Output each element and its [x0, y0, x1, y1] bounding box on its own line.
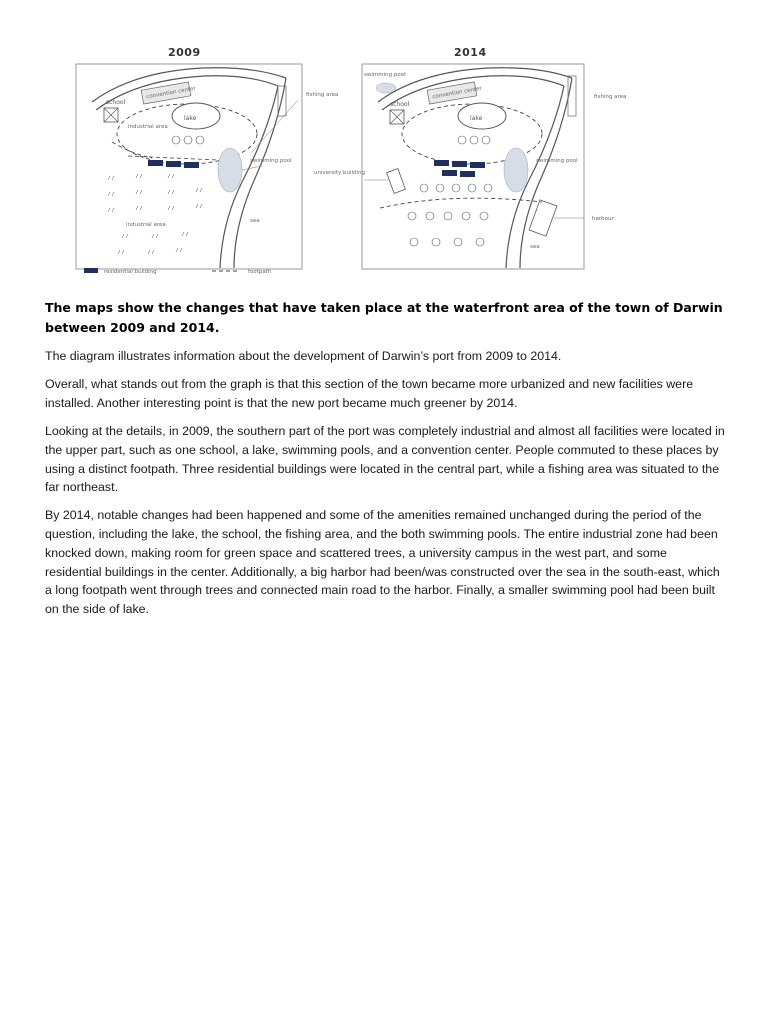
label-2009-school: school: [106, 99, 126, 106]
article: [45, 298, 725, 628]
label-2014-harbour: harbour: [592, 216, 614, 222]
label-2009-lake: lake: [184, 115, 197, 122]
label-2014-small-pool: swimming pool: [364, 72, 406, 78]
paragraph-2014-details: By 2014, notable changes had been happened and some of the amenities remained unchanged during the period of the question, including the lake, the school, the fishing area, and the both swimming pools. The entire industrial zone had been knocked down, making room for green space and scattered trees, a university campus in the west part, and some residential buildings in the center. Additionally, a big harbor had been/was constructed over the sea in the south-east, which a long footpath went through trees and connected main road to the harbor. Finally, a smaller swimming pool had been built on the side of lake.: [45, 508, 720, 616]
label-2014-pool: swimming pool: [536, 158, 578, 164]
legend-footpath-label: footpath: [248, 269, 272, 275]
maps-figure: [72, 42, 632, 280]
label-2009-convention: convention center: [145, 85, 197, 101]
label-2009-industrial-bottom: industrial area: [126, 222, 166, 228]
paragraph-overview: Overall, what stands out from the graph is that this section of the town became more urbanized and new facilities were installed. Another interesting point is that the new port became much greener by 2014.: [45, 377, 694, 410]
waterfront-maps-image: [72, 42, 632, 280]
paragraph-intro: The diagram illustrates information about the development of Darwin’s port from 2009 to 2014.: [45, 349, 562, 363]
label-2009-industrial-top: industrial area: [128, 124, 168, 130]
map-2014-year: 2014: [454, 46, 487, 59]
article-title: The maps show the changes that have taken place at the waterfront area of the town of Darwin between 2009 and 2014.: [45, 300, 723, 335]
map-2009: [76, 46, 338, 269]
paragraph-2009-details: Looking at the details, in 2009, the southern part of the port was completely industrial and almost all facilities were located in the upper part, such as one school, a lake, swimming pools, and a convention center. People commuted to these places by using a distinct footpath. Three residential buildings were located in the central part, while a fishing area was situated to the far northeast.: [45, 424, 725, 495]
legend-residential-swatch: [84, 268, 98, 273]
label-2009-pool: swimming pool: [250, 158, 292, 164]
map-2014: [314, 46, 626, 269]
label-2014-convention: convention center: [431, 85, 483, 101]
label-2009-sea: sea: [250, 218, 260, 224]
legend-residential-label: residential building: [104, 269, 157, 275]
label-2014-school: school: [390, 101, 410, 108]
label-2014-fishing: fishing area: [594, 94, 627, 100]
label-2014-university: university building: [314, 170, 365, 176]
label-2014-sea: sea: [530, 244, 540, 250]
label-2014-lake: lake: [470, 115, 483, 122]
map-2009-year: 2009: [168, 46, 201, 59]
label-2009-fishing: fishing area: [306, 92, 339, 98]
